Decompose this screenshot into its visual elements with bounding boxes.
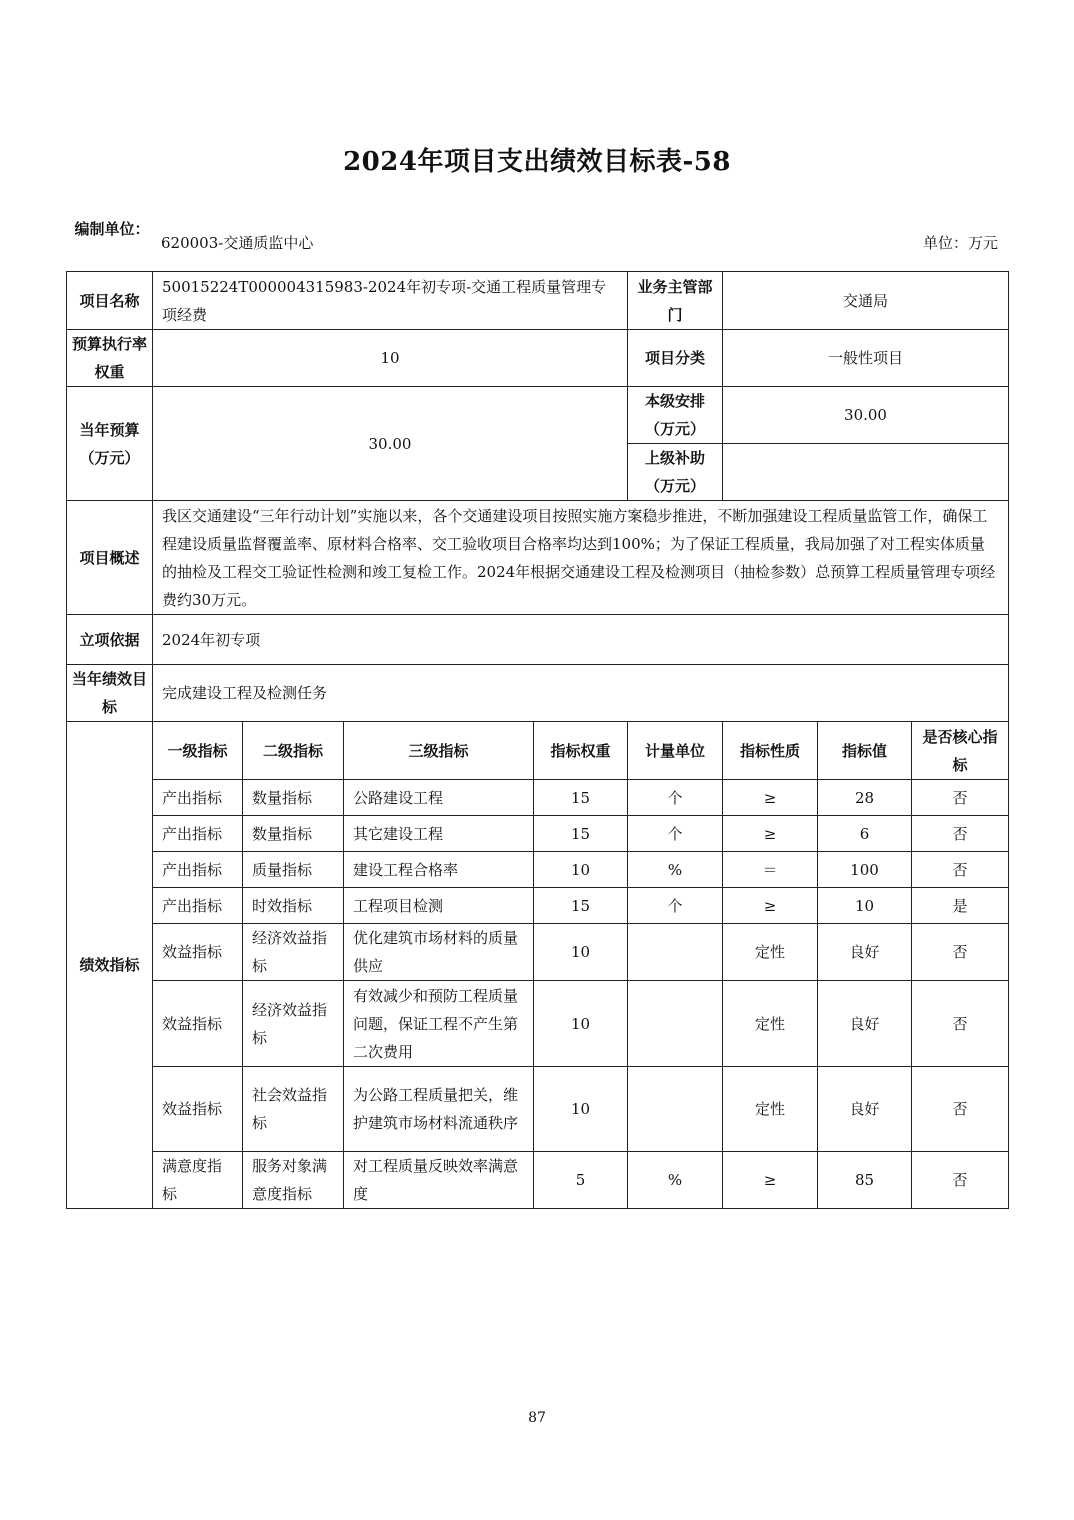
value-cell: 85 <box>818 1152 912 1209</box>
table-row <box>67 852 1009 888</box>
nature-cell: ≥ <box>723 816 818 852</box>
indicators-label: 绩效指标 <box>67 722 153 1209</box>
level3-cell: 为公路工程质量把关，维护建筑市场材料流通秩序 <box>344 1067 534 1152</box>
table-row <box>67 1067 1009 1152</box>
page-title: 2024年项目支出绩效目标表-58 <box>343 147 731 177</box>
header-unit: 计量单位 <box>628 722 723 780</box>
table-row <box>67 1152 1009 1209</box>
header-level2: 二级指标 <box>243 722 344 780</box>
overview-text: 我区交通建设“三年行动计划”实施以来，各个交通建设项目按照实施方案稳步推进，不断加强建设工程质量监管工作，确保工程建设质量监督覆盖率、原材料合格率、交工验收项目合格率均达到100%；为了保证工程质量，我局加强了对工程实体质量的抽检及工程交工验证性检测和竣工复检工作。2024年根据交通建设工程及检测项目（抽检参数）总预算工程质量管理专项经费约30万元。 <box>153 501 1009 615</box>
nature-cell: 定性 <box>723 924 818 981</box>
header-value: 指标值 <box>818 722 912 780</box>
unit-cell: % <box>628 1152 723 1209</box>
nature-cell: ≥ <box>723 780 818 816</box>
dept-value: 交通局 <box>723 272 1009 330</box>
level3-cell: 优化建筑市场材料的质量供应 <box>344 924 534 981</box>
nature-cell: ＝ <box>723 852 818 888</box>
local-label: 本级安排（万元） <box>628 387 723 444</box>
unit-value: 620003-交通质监中心 <box>161 234 314 252</box>
core-cell: 否 <box>912 816 1009 852</box>
budget-value: 30.00 <box>153 387 628 501</box>
nature-cell: ≥ <box>723 888 818 924</box>
weight-cell: 15 <box>534 780 628 816</box>
unit-cell: 个 <box>628 816 723 852</box>
value-cell: 良好 <box>818 924 912 981</box>
unit-cell: 个 <box>628 888 723 924</box>
basis-label: 立项依据 <box>67 615 153 665</box>
value-cell: 10 <box>818 888 912 924</box>
performance-target-table <box>66 271 1009 1209</box>
value-cell: 6 <box>818 816 912 852</box>
level1-cell: 产出指标 <box>153 852 243 888</box>
level2-cell: 经济效益指标 <box>243 924 344 981</box>
table-row <box>67 924 1009 981</box>
header-nature: 指标性质 <box>723 722 818 780</box>
level2-cell: 时效指标 <box>243 888 344 924</box>
currency-unit: 单位：万元 <box>922 234 998 252</box>
dept-label: 业务主管部门 <box>628 272 723 330</box>
level2-cell: 经济效益指标 <box>243 981 344 1067</box>
level2-cell: 社会效益指标 <box>243 1067 344 1152</box>
core-cell: 否 <box>912 780 1009 816</box>
unit-label: 编制单位： <box>74 220 150 238</box>
level3-cell: 公路建设工程 <box>344 780 534 816</box>
core-cell: 是 <box>912 888 1009 924</box>
level1-cell: 产出指标 <box>153 888 243 924</box>
level2-cell: 质量指标 <box>243 852 344 888</box>
basis-value: 2024年初专项 <box>153 615 1009 665</box>
weight-cell: 10 <box>534 1067 628 1152</box>
upper-value <box>723 444 1009 501</box>
value-cell: 100 <box>818 852 912 888</box>
unit-cell: 个 <box>628 780 723 816</box>
goal-value: 完成建设工程及检测任务 <box>153 665 1009 722</box>
local-value: 30.00 <box>723 387 1009 444</box>
level3-cell: 工程项目检测 <box>344 888 534 924</box>
upper-label: 上级补助（万元） <box>628 444 723 501</box>
weight-cell: 10 <box>534 981 628 1067</box>
level1-cell: 产出指标 <box>153 780 243 816</box>
level1-cell: 产出指标 <box>153 816 243 852</box>
category-value: 一般性项目 <box>723 330 1009 387</box>
value-cell: 28 <box>818 780 912 816</box>
project-name: 50015224T000004315983-2024年初专项-交通工程质量管理专项经费 <box>153 272 628 330</box>
page-number: 87 <box>528 1410 546 1426</box>
category-label: 项目分类 <box>628 330 723 387</box>
table-row <box>67 888 1009 924</box>
level1-cell: 效益指标 <box>153 924 243 981</box>
core-cell: 否 <box>912 1067 1009 1152</box>
weight-cell: 15 <box>534 816 628 852</box>
weight-value: 10 <box>153 330 628 387</box>
value-cell: 良好 <box>818 981 912 1067</box>
level1-cell: 效益指标 <box>153 981 243 1067</box>
level3-cell: 对工程质量反映效率满意度 <box>344 1152 534 1209</box>
level1-cell: 满意度指标 <box>153 1152 243 1209</box>
value-cell: 良好 <box>818 1067 912 1152</box>
weight-cell: 10 <box>534 924 628 981</box>
level2-cell: 服务对象满意度指标 <box>243 1152 344 1209</box>
budget-label: 当年预算（万元） <box>67 387 153 501</box>
level3-cell: 建设工程合格率 <box>344 852 534 888</box>
nature-cell: 定性 <box>723 1067 818 1152</box>
table-row <box>67 981 1009 1067</box>
unit-cell <box>628 924 723 981</box>
table-row <box>67 780 1009 816</box>
header-weight: 指标权重 <box>534 722 628 780</box>
core-cell: 否 <box>912 924 1009 981</box>
overview-label: 项目概述 <box>67 501 153 615</box>
weight-cell: 10 <box>534 852 628 888</box>
goal-label: 当年绩效目标 <box>67 665 153 722</box>
core-cell: 否 <box>912 1152 1009 1209</box>
table-row <box>67 816 1009 852</box>
unit-cell <box>628 1067 723 1152</box>
weight-label: 预算执行率权重 <box>67 330 153 387</box>
nature-cell: 定性 <box>723 981 818 1067</box>
weight-cell: 15 <box>534 888 628 924</box>
nature-cell: ≥ <box>723 1152 818 1209</box>
header-core: 是否核心指标 <box>912 722 1009 780</box>
unit-cell <box>628 981 723 1067</box>
core-cell: 否 <box>912 981 1009 1067</box>
level3-cell: 其它建设工程 <box>344 816 534 852</box>
core-cell: 否 <box>912 852 1009 888</box>
weight-cell: 5 <box>534 1152 628 1209</box>
project-name-label: 项目名称 <box>67 272 153 330</box>
level1-cell: 效益指标 <box>153 1067 243 1152</box>
unit-cell: % <box>628 852 723 888</box>
level2-cell: 数量指标 <box>243 780 344 816</box>
level2-cell: 数量指标 <box>243 816 344 852</box>
header-level3: 三级指标 <box>344 722 534 780</box>
header-level1: 一级指标 <box>153 722 243 780</box>
level3-cell: 有效减少和预防工程质量问题，保证工程不产生第二次费用 <box>344 981 534 1067</box>
